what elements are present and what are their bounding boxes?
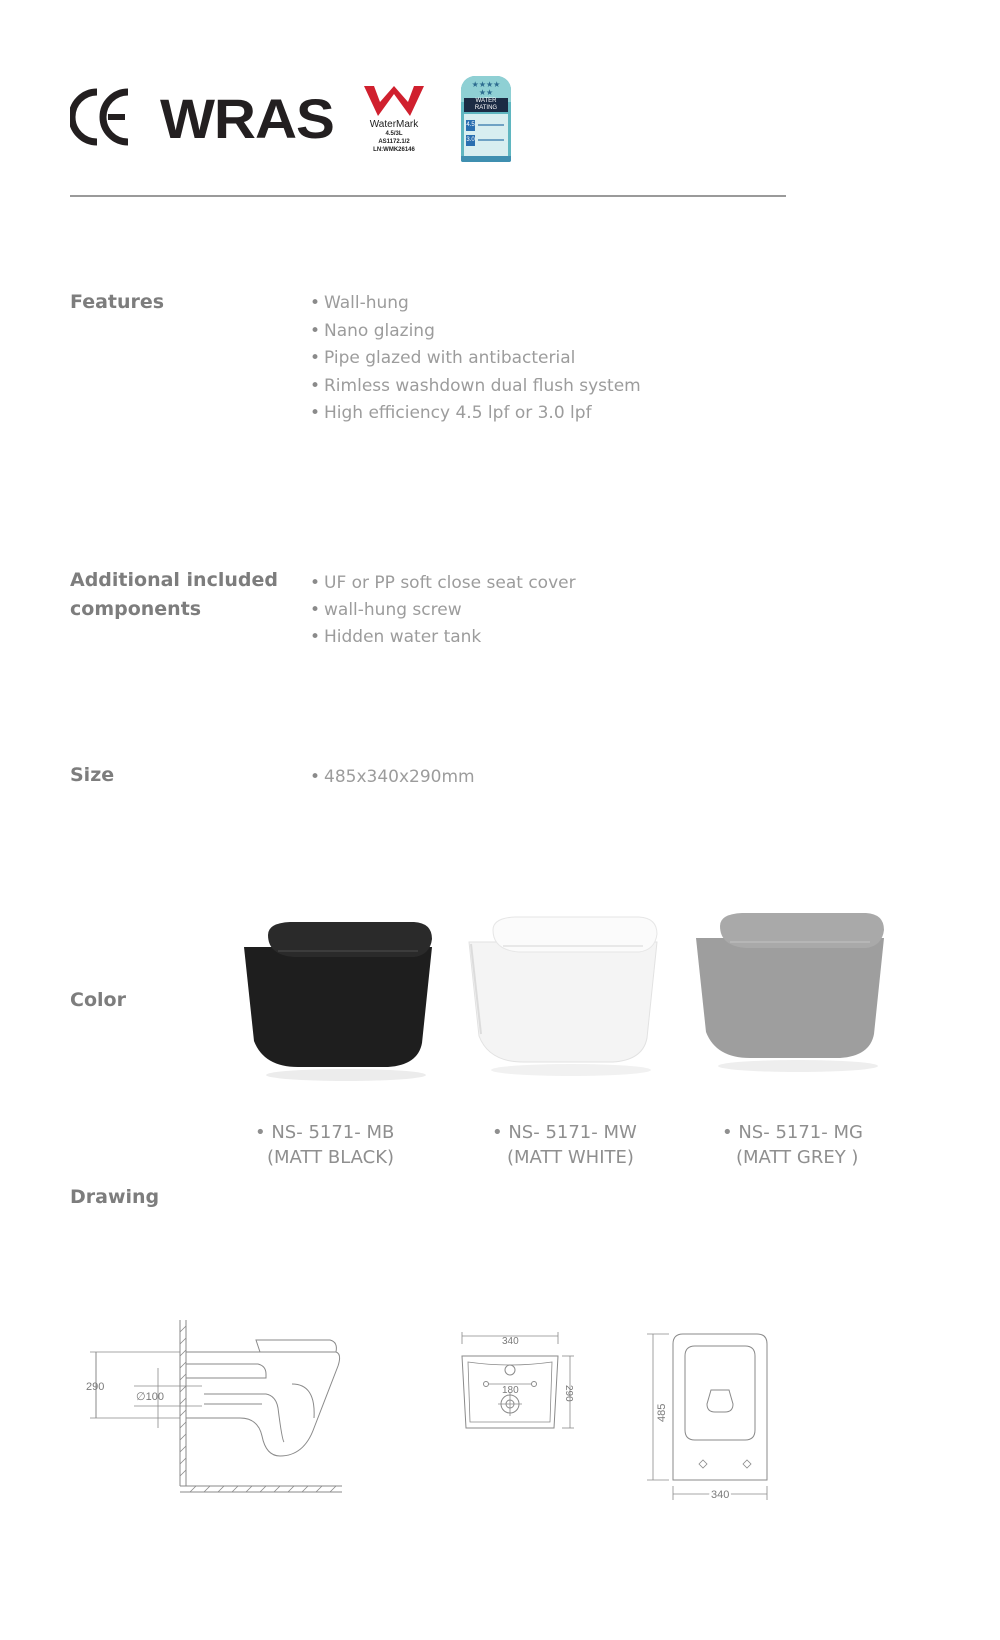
watermark-line: LN:WMK26146 bbox=[373, 147, 415, 153]
water-rating-row-text bbox=[478, 124, 504, 126]
dimension-width: 340 bbox=[711, 1489, 730, 1501]
header-divider bbox=[70, 195, 786, 197]
components-list bbox=[310, 570, 576, 651]
variant-code: • NS- 5171- MW bbox=[492, 1122, 637, 1143]
list-item: • Wall-hung bbox=[310, 290, 641, 318]
water-rating-row bbox=[466, 135, 506, 146]
water-rating-value: 3.0 bbox=[466, 135, 475, 146]
variant-name: (MATT WHITE) bbox=[507, 1147, 634, 1168]
color-variant-black bbox=[255, 1120, 394, 1170]
features-list bbox=[310, 290, 641, 428]
variant-code: • NS- 5171- MG bbox=[722, 1122, 863, 1143]
variant-code-text: NS- 5171- MG bbox=[738, 1122, 863, 1143]
side-view-drawing bbox=[80, 1318, 360, 1498]
drawing-label: Drawing bbox=[70, 1186, 160, 1208]
dimension-outlet: ∅100 bbox=[136, 1391, 164, 1403]
components-label bbox=[70, 566, 278, 624]
watermark-logo bbox=[358, 84, 430, 154]
list-item: • Rimless washdown dual flush system bbox=[310, 373, 641, 401]
components-label-line: components bbox=[70, 598, 202, 620]
variant-name: (MATT BLACK) bbox=[267, 1147, 395, 1168]
variant-code-text: NS- 5171- MB bbox=[271, 1122, 395, 1143]
product-image-matt-black bbox=[238, 915, 438, 1085]
water-rating-header-line: RATING bbox=[474, 105, 498, 111]
water-rating-header-line: WATER bbox=[475, 98, 497, 104]
water-rating-header bbox=[464, 98, 508, 112]
product-image-matt-white bbox=[463, 910, 663, 1080]
watermark-title: WaterMark bbox=[369, 119, 419, 130]
watermark-line: 4.5/3L bbox=[385, 131, 403, 137]
water-rating-row bbox=[466, 120, 506, 131]
color-variant-white bbox=[492, 1120, 637, 1170]
variant-code: • NS- 5171- MB bbox=[255, 1122, 395, 1143]
color-label: Color bbox=[70, 989, 126, 1011]
features-label: Features bbox=[70, 291, 165, 313]
variant-name: (MATT GREY ) bbox=[736, 1147, 859, 1168]
wras-logo: WRAS bbox=[160, 87, 334, 150]
dimension-length: 485 bbox=[656, 1403, 668, 1422]
dimension-width: 340 bbox=[502, 1336, 519, 1347]
size-list bbox=[310, 764, 475, 791]
list-item: • Pipe glazed with antibacterial bbox=[310, 345, 641, 373]
color-variant-grey bbox=[722, 1120, 863, 1170]
water-rating-row-text bbox=[478, 139, 504, 141]
list-item: • High efficiency 4.5 lpf or 3.0 lpf bbox=[310, 400, 641, 428]
list-item: • Hidden water tank bbox=[310, 624, 576, 651]
list-item: • wall-hung screw bbox=[310, 597, 576, 624]
water-rating-body bbox=[464, 114, 508, 156]
water-rating-footer bbox=[461, 156, 511, 162]
variant-code-text: NS- 5171- MW bbox=[508, 1122, 637, 1143]
size-label: Size bbox=[70, 764, 115, 786]
watermark-w-icon bbox=[362, 84, 426, 118]
list-item: • Nano glazing bbox=[310, 318, 641, 346]
water-rating-value: 4.5 bbox=[466, 120, 475, 131]
watermark-line: AS1172.1/2 bbox=[378, 139, 410, 145]
dimension-height: 290 bbox=[86, 1381, 105, 1393]
dimension-height: 290 bbox=[563, 1385, 574, 1402]
ce-mark-logo bbox=[70, 84, 132, 150]
list-item: • 485x340x290mm bbox=[310, 764, 475, 791]
dimension-center: 180 bbox=[502, 1385, 519, 1396]
top-view-drawing bbox=[645, 1332, 775, 1502]
components-label-line: Additional included bbox=[70, 569, 278, 591]
product-image-matt-grey bbox=[690, 906, 890, 1076]
water-rating-label bbox=[461, 76, 511, 162]
star-rating-icon: ★★★★ ★★ bbox=[471, 80, 501, 97]
rear-view-drawing bbox=[458, 1330, 578, 1440]
list-item: • UF or PP soft close seat cover bbox=[310, 570, 576, 597]
